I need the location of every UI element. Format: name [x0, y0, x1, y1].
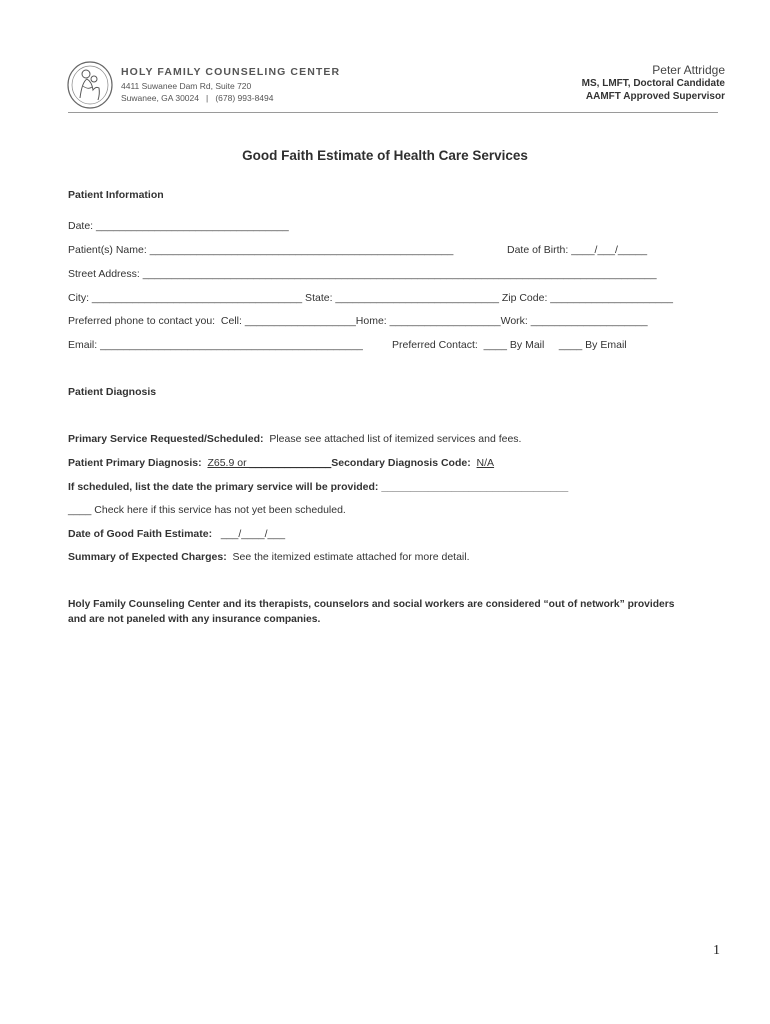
primary-service-value: Please see attached list of itemized services and fees.: [263, 433, 522, 445]
provider-credentials: MS, LMFT, Doctoral Candidate: [581, 78, 725, 89]
gfe-date-value[interactable]: ___/____/___: [212, 528, 286, 540]
primary-service-line: [68, 433, 521, 445]
primary-diagnosis-value[interactable]: Z65.9 or ______________: [207, 457, 332, 469]
patient-name-field[interactable]: Patient(s) Name: ____________________________________________________: [68, 244, 454, 256]
city-state-zip-field[interactable]: City: ____________________________________ State: ____________________________ Zip Code: _____________________: [68, 292, 673, 304]
street-address-field[interactable]: Street Address: ________________________________________________________________________________________: [68, 268, 657, 280]
primary-service-label: Primary Service Requested/Scheduled:: [68, 433, 264, 445]
page-number: 1: [713, 943, 720, 958]
diagnosis-line: [68, 457, 494, 469]
gfe-date-label: Date of Good Faith Estimate:: [68, 528, 213, 540]
network-disclaimer-line-2: and are not paneled with any insurance companies.: [68, 614, 321, 625]
network-disclaimer-line-1: Holy Family Counseling Center and its therapists, counselors and social workers are considered “out of network” providers: [68, 599, 675, 610]
patient-info-heading: Patient Information: [68, 189, 164, 201]
secondary-diagnosis-value[interactable]: N/A: [476, 457, 495, 469]
document-title: Good Faith Estimate of Health Care Services: [242, 148, 528, 163]
date-of-birth-field[interactable]: Date of Birth: ____/___/_____: [507, 244, 648, 256]
date-field[interactable]: Date: _________________________________: [68, 220, 289, 232]
provider-name: Peter Attridge: [652, 63, 725, 77]
summary-charges-value: See the itemized estimate attached for more detail.: [226, 551, 470, 563]
phone-fields[interactable]: Preferred phone to contact you: Cell: ___________________Home: ___________________Work: ____________________: [68, 315, 648, 327]
holy-family-logo-icon: [66, 60, 114, 110]
email-field[interactable]: Email: _____________________________________________: [68, 339, 363, 351]
gfe-date-line: [68, 528, 285, 540]
provider-supervisor: AAMFT Approved Supervisor: [585, 91, 725, 102]
summary-charges-line: [68, 551, 470, 563]
not-scheduled-checkbox-line[interactable]: ____ Check here if this service has not yet been scheduled.: [68, 504, 346, 516]
scheduled-date-field[interactable]: If scheduled, list the date the primary service will be provided: ________________________________: [68, 481, 569, 493]
org-name: HOLY FAMILY COUNSELING CENTER: [121, 66, 341, 78]
header-divider: [68, 112, 718, 113]
org-address: 4411 Suwanee Dam Rd, Suite 720: [121, 81, 252, 91]
patient-diagnosis-heading: Patient Diagnosis: [68, 386, 157, 398]
primary-diagnosis-label: Patient Primary Diagnosis:: [68, 457, 202, 469]
summary-charges-label: Summary of Expected Charges:: [68, 551, 227, 563]
preferred-contact-field[interactable]: Preferred Contact: ____ By Mail ____ By Email: [392, 339, 627, 351]
secondary-diagnosis-label: Secondary Diagnosis Code:: [331, 457, 471, 469]
org-city-phone: Suwanee, GA 30024 | (678) 993-8494: [121, 93, 274, 103]
